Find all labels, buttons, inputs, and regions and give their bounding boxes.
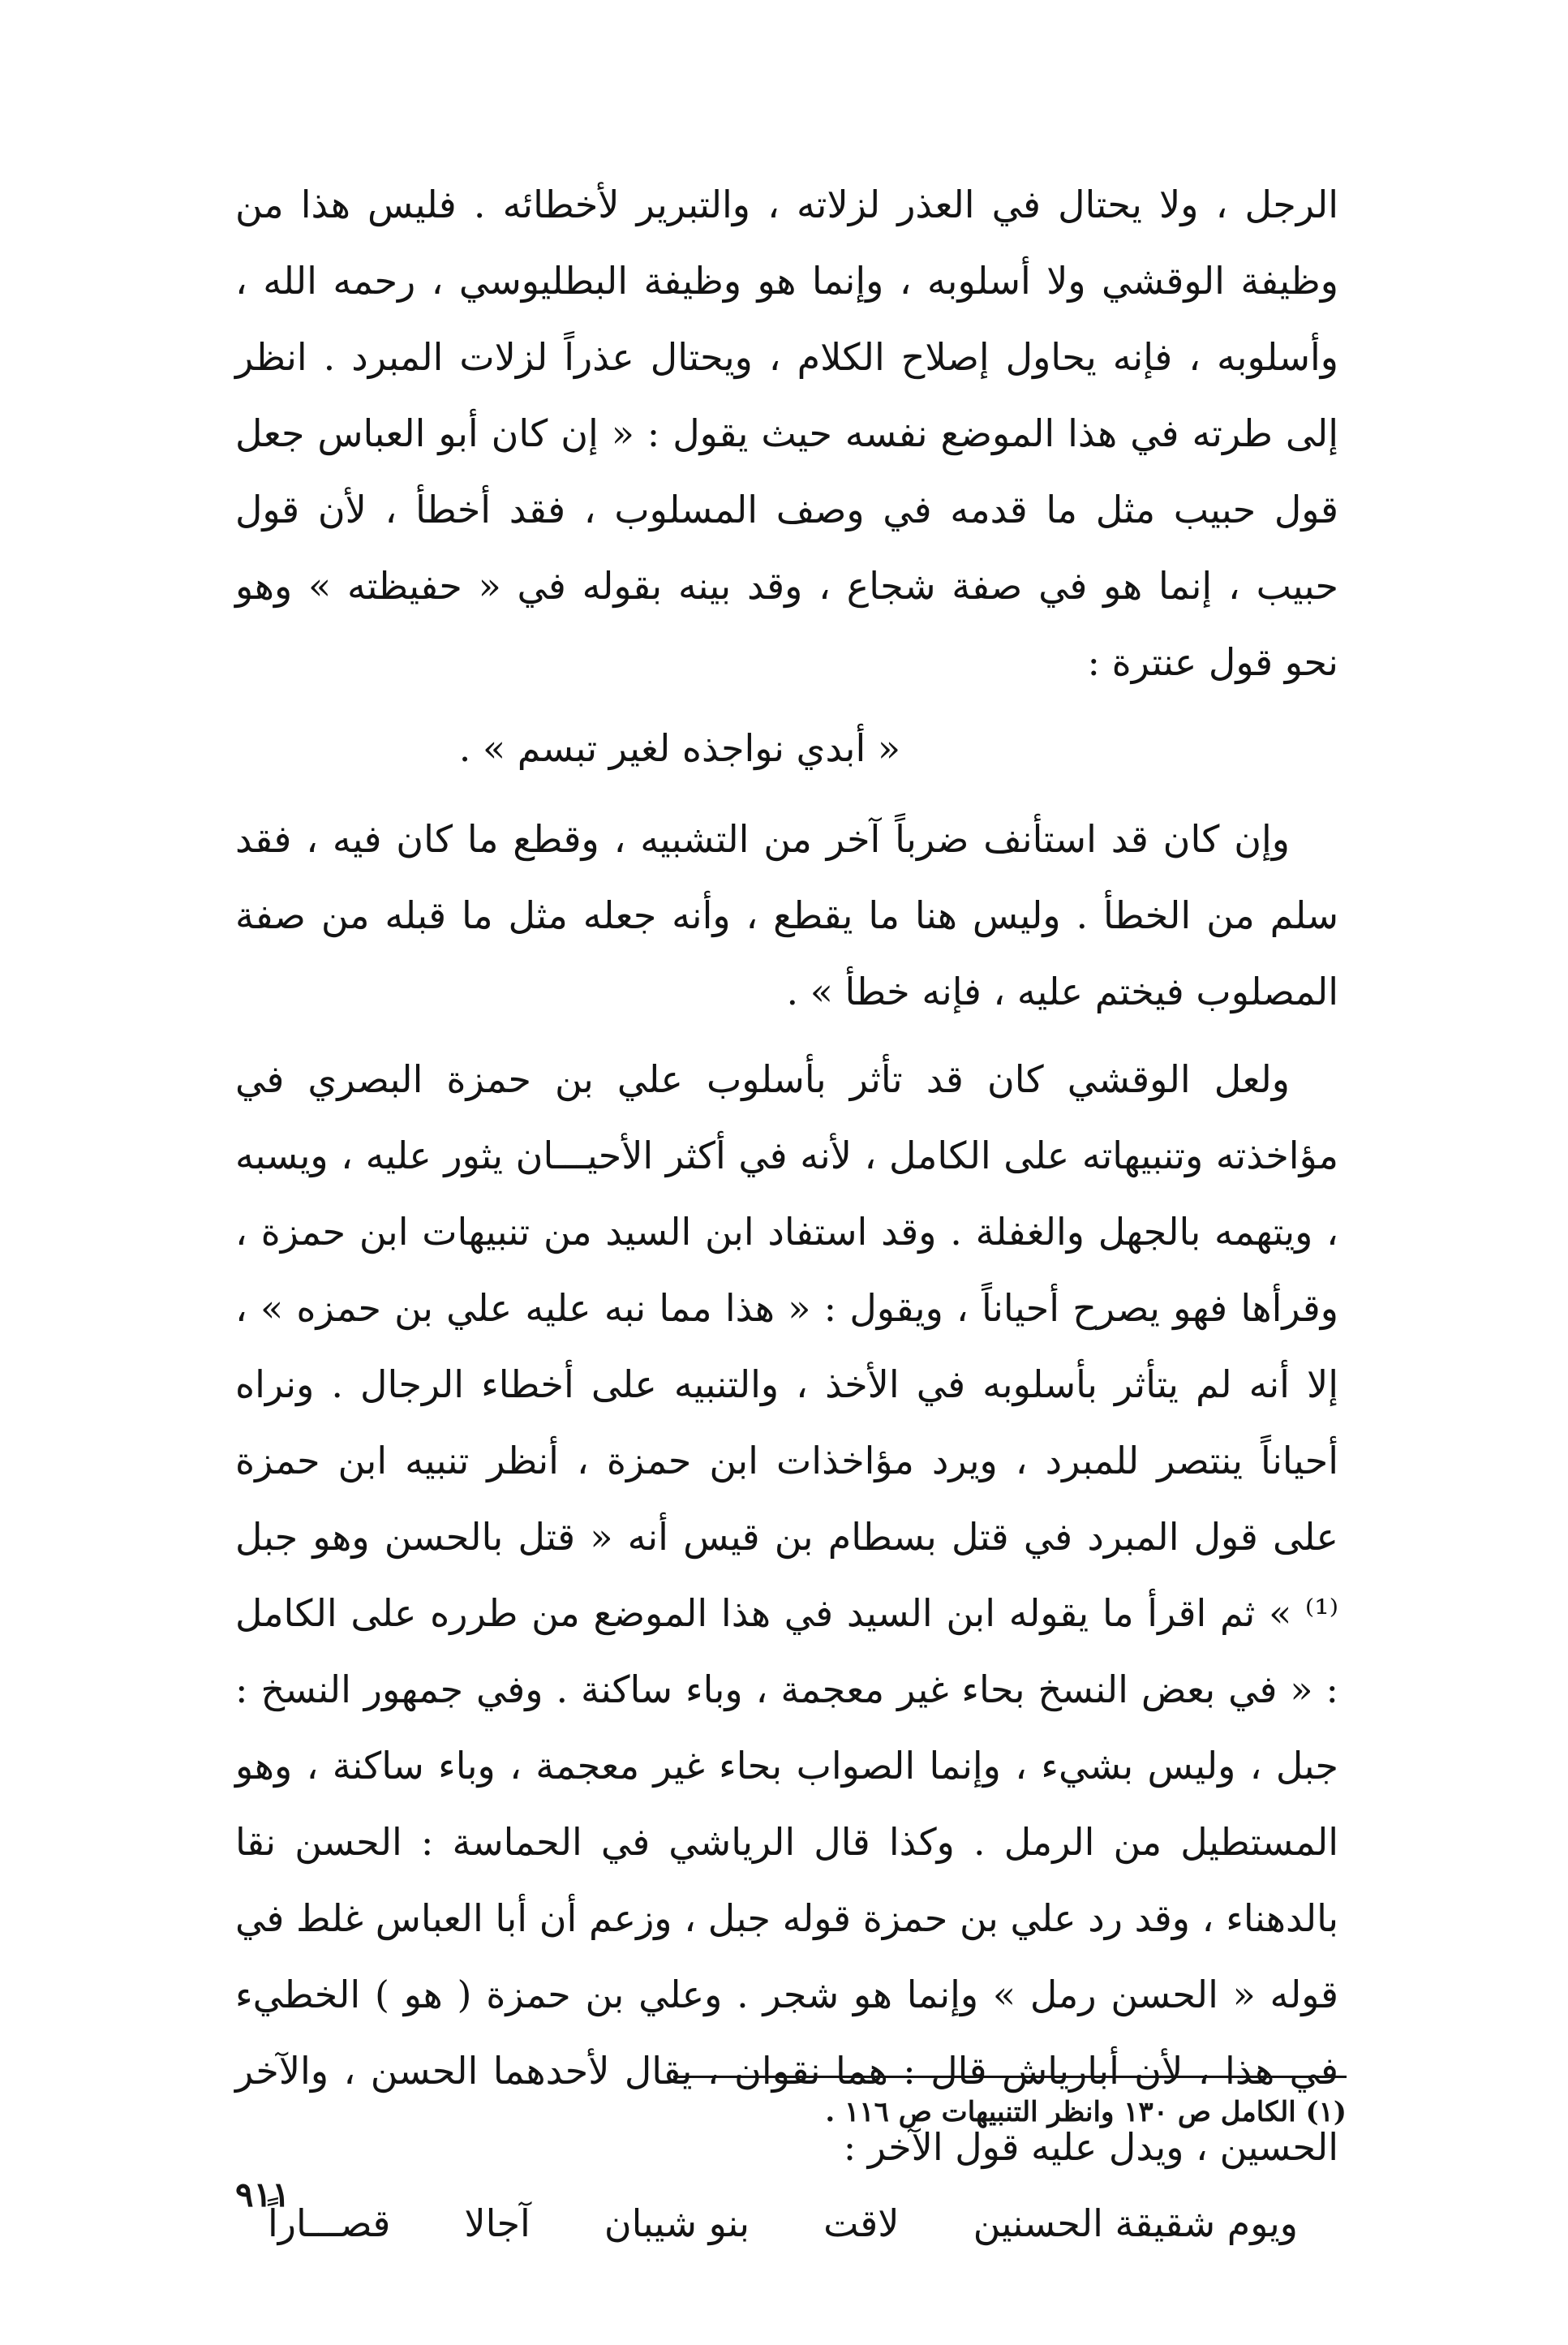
page-number: ٩١١ xyxy=(235,2175,290,2214)
verse-word-2: لاقت xyxy=(823,2201,900,2245)
poetry-verse xyxy=(235,2185,1338,2261)
quoted-verse-line: « أبدي نواجذه لغير تبسم » . xyxy=(458,726,900,770)
verse-word-1: ويوم شقيقة الحسنين xyxy=(973,2201,1298,2245)
paragraph-2: وإن كان قد استأنف ضرباً آخر من التشبيه ، وقطع ما كان فيه ، فقد سلم من الخطأ . وليس هنا ما يقطع ، وأنه جعله مثل ما قبله من صفة المصلوب فيختم عليه ، فإنه خطأ » . xyxy=(235,817,1338,1013)
verse-word-3: بنو شيبان xyxy=(604,2201,750,2245)
footnote-divider xyxy=(673,2076,1347,2078)
paragraph-1: الرجل ، ولا يحتال في العذر لزلاته ، والتبرير لأخطائه . فليس هذا من وظيفة الوقشي ولا أسلوبه ، وإنما هو وظيفة البطليوسي ، رحمه الله ، وأسلوبه ، فإنه يحاول إصلاح الكلام ، ويحتال عذراً لزلات المبرد . انظر إلى طرته في هذا الموضع نفسه حيث يقول : « إن كان أبو العباس جعل قول حبيب مثل ما قدمه في وصف المسلوب ، فقد أخطأ ، لأن قول حبيب ، إنما هو في صفة شجاع ، وقد بينه بقوله في « حفيظته » وهو نحو قول عنترة : xyxy=(235,183,1338,684)
main-text xyxy=(235,166,1338,2261)
paragraph-3: ولعل الوقشي كان قد تأثر بأسلوب علي بن حمزة البصري في مؤاخذته وتنبيهاته على الكامل ، لأنه في أكثر الأحيـــان يثور عليه ، ويسبه ، ويتهمه بالجهل والغفلة . وقد استفاد ابن السيد من تنبيهات ابن حمزة ، وقرأها فهو يصرح أحياناً ، ويقول : « هذا مما نبه عليه علي بن حمزه » ، إلا أنه لم يتأثر بأسلوبه في الأخذ ، والتنبيه على أخطاء الرجال . ونراه أحياناً ينتصر للمبرد ، ويرد مؤاخذات ابن حمزة ، أنظر تنبيه ابن حمزة على قول المبرد في قتل بسطام بن قيس أنه « قتل بالحسن وهو جبل ⁽¹⁾ » ثم اقرأ ما يقوله ابن السيد في هذا الموضع من طرره على الكامل : « في بعض النسخ بحاء غير معجمة ، وباء ساكنة . وفي جمهور النسخ : جبل ، وليس بشيء ، وإنما الصواب بحاء غير معجمة ، وباء ساكنة ، وهو المستطيل من الرمل . وكذا قال الرياشي في الحماسة : الحسن نقا بالدهناء ، وقد رد علي بن حمزة قوله جبل ، وزعم أن أبا العباس غلط في قوله « الحسن رمل » وإنما هو شجر . وعلي بن حمزة ( هو ) الخطيء في هذا ، لأن أبارياش قال : هما نقوان ، يقال لأحدهما الحسن ، والآخر الحسين ، ويدل عليه قول الآخر : xyxy=(235,1057,1338,2169)
verse-word-5: قصـــاراً xyxy=(268,2201,391,2245)
footnote: (١) الكامل ص ١٣٠ وانظر التنبيهات ص ١١٦ . xyxy=(825,2096,1347,2128)
verse-word-4: آجالا xyxy=(464,2201,531,2245)
paragraph-gap xyxy=(235,1030,1338,1041)
